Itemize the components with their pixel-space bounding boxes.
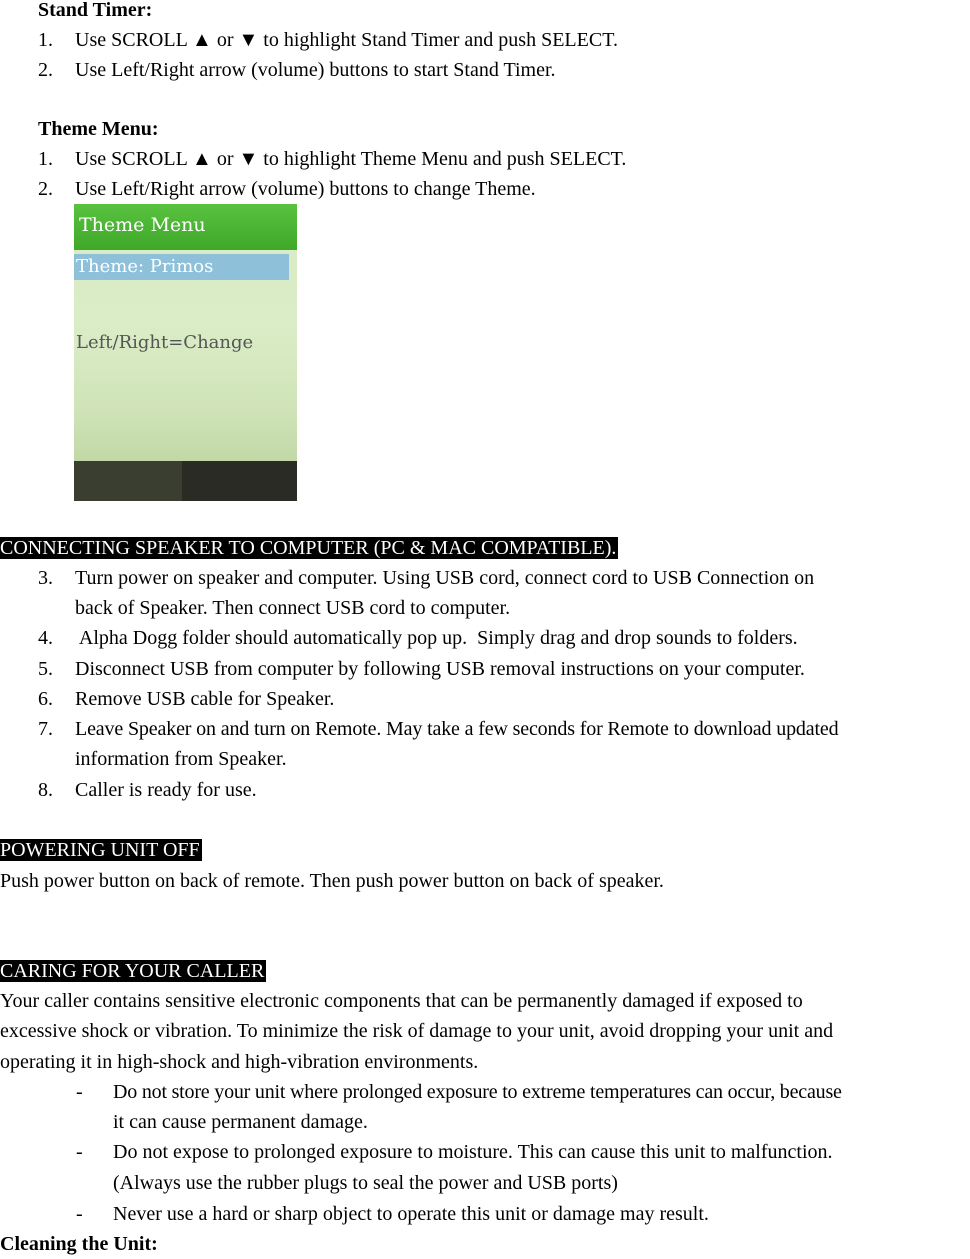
bullet-dash: - [76, 1203, 83, 1225]
screen-title-bar [74, 204, 297, 250]
caring-heading [0, 956, 266, 986]
list-item: Caller is ready for use. [75, 779, 257, 801]
list-item: Use Left/Right arrow (volume) buttons to start Stand Timer. [75, 59, 556, 81]
list-item: Never use a hard or sharp object to operate this unit or damage may result. [113, 1203, 709, 1225]
theme-menu-heading: Theme Menu: [38, 118, 159, 140]
list-item: (Always use the rubber plugs to seal the power and USB ports) [113, 1172, 618, 1194]
list-item: Leave Speaker on and turn on Remote. May take a few seconds for Remote to download updated [75, 718, 839, 740]
powering-off-heading [0, 835, 202, 865]
screen-softkey-right [182, 461, 297, 501]
list-number: 6. [38, 688, 53, 710]
list-number: 3. [38, 567, 53, 589]
connecting-heading-text: CONNECTING SPEAKER TO COMPUTER (PC & MAC COMPATIBLE). [0, 537, 617, 559]
list-item: Remove USB cable for Speaker. [75, 688, 335, 710]
list-item: back of Speaker. Then connect USB cord to computer. [75, 597, 511, 619]
list-item: it can cause permanent damage. [113, 1111, 368, 1133]
caring-paragraph-line: Your caller contains sensitive electronic components that can be permanently damaged if exposed to [0, 990, 803, 1012]
list-item: Use SCROLL ▲ or ▼ to highlight Stand Timer and push SELECT. [75, 29, 618, 51]
list-number: 2. [38, 178, 53, 200]
list-number: 4. [38, 627, 53, 649]
caring-heading-text: CARING FOR YOUR CALLER [0, 960, 265, 982]
list-item: information from Speaker. [75, 748, 287, 770]
caring-paragraph-line: operating it in high-shock and high-vibration environments. [0, 1051, 479, 1073]
list-item: Disconnect USB from computer by following USB removal instructions on your computer. [75, 658, 805, 680]
list-item: Do not store your unit where prolonged exposure to extreme temperatures can occur, because [113, 1081, 842, 1103]
list-item: Alpha Dogg folder should automatically pop up. Simply drag and drop sounds to folders. [75, 627, 798, 649]
screen-selected-row [74, 254, 289, 280]
list-number: 2. [38, 59, 53, 81]
stand-timer-heading: Stand Timer: [38, 0, 153, 21]
list-number: 1. [38, 148, 53, 170]
list-item: Do not expose to prolonged exposure to moisture. This can cause this unit to malfunction. [113, 1141, 833, 1163]
list-item: Use Left/Right arrow (volume) buttons to change Theme. [75, 178, 536, 200]
bullet-dash: - [76, 1081, 83, 1103]
list-number: 8. [38, 779, 53, 801]
caring-paragraph-line: excessive shock or vibration. To minimize the risk of damage to your unit, avoid dropping your unit and [0, 1020, 834, 1042]
list-number: 7. [38, 718, 53, 740]
theme-menu-screenshot [74, 204, 297, 501]
powering-off-text: Push power button on back of remote. Then push power button on back of speaker. [0, 870, 664, 892]
powering-off-heading-text: POWERING UNIT OFF [0, 839, 200, 861]
screen-selected-text: Theme: Primos [76, 256, 214, 277]
list-item: Turn power on speaker and computer. Using USB cord, connect cord to USB Connection on [75, 567, 815, 589]
screen-hint: Left/Right=Change [76, 332, 254, 353]
bullet-dash: - [76, 1141, 83, 1163]
screen-softkey-left [74, 461, 182, 501]
list-number: 5. [38, 658, 53, 680]
list-item: Use SCROLL ▲ or ▼ to highlight Theme Menu and push SELECT. [75, 148, 627, 170]
list-number: 1. [38, 29, 53, 51]
cleaning-heading: Cleaning the Unit: [0, 1233, 158, 1255]
connecting-heading [0, 533, 618, 563]
screen-title: Theme Menu [79, 214, 206, 236]
